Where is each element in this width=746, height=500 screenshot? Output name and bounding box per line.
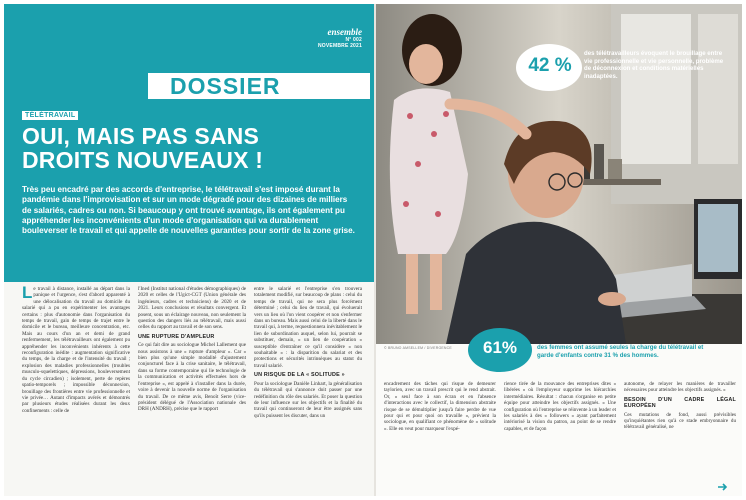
body-paragraph: Ces mutations de fond, aussi prévisibles qu'inquiétantes rien qu'à ce stade embryonnaire du télétravail généralisé, ne — [624, 411, 736, 431]
subheading: UN RISQUE DE LA « SOLITUDE » — [254, 372, 345, 379]
body-column-6 — [624, 381, 736, 487]
brand-name: ensemble — [327, 27, 362, 37]
stat-caption: des femmes ont assumé seules la charge du télétravail et garde d'enfants contre 31 % des hommes. — [537, 344, 704, 359]
section-title: DOSSIER — [170, 73, 281, 99]
headline — [22, 124, 362, 172]
headline-line-1: OUI, MAIS PAS SANS — [22, 123, 260, 149]
photo-credit: © BRUNO AMSELLEM / DIVERGENCE — [384, 346, 452, 350]
body-column-4 — [384, 381, 496, 487]
kicker-label: TÉLÉTRAVAIL — [22, 111, 78, 120]
body-paragraph: autonome, de relayer les manières de travailler nécessaires pour atteindre les objectifs assignés. » — [624, 381, 736, 394]
stat-caption: des télétravailleurs évoquent le brouillage entre vie professionnelle et vie personnelle, problème de déconnexion et conditions matérielles inadaptées. — [584, 50, 724, 80]
subheading: BESOIN D'UN CADRE LÉGAL EUROPÉEN — [624, 396, 736, 410]
body-column-1 — [22, 286, 130, 486]
body-paragraph: Ce qui fait dire au sociologue Michel Lallement que nous assistons à une « rupture d'ampleur ». Car « bien plus qu'une simple modalité d'ajustement conjoncturel face à la crise sanitaire, le télétravail, dans sa forme contemporaine qui lie technologie de la communication et activités effectuées hors de l'entreprise », est appelé à s'installer dans la durée, voire à devenir la nouvelle norme de l'organisation du travail. De ce même avis, Benoît Serre (vice-président délégué de l'Association nationale des DRH (ANDRH), précise que le rapport — [138, 342, 246, 413]
body-paragraph: entre le salarié et l'entreprise s'en trouvera totalement modifié, sur beaucoup de plans : celui du temps de travail, qui ne sera plus forcément déterminé ; celui du lieu de travail, qui évoluerait vers un lieu où l'on vient coopérer et non s'enfermer dans un bureau. Mais aussi celui de la liberté dans le travail qui, à terme, requestionnera inévitablement le lien de subordination auquel, selon lui, pourrait se substituer, demain, « un lien de coopération » susceptible d'entraîner ce qu'il considère « non souhaitable » : la disparition du salariat et des protections et sécurités intrinsèques au statut du travail salarié. — [254, 286, 362, 369]
body-column-5 — [504, 381, 616, 487]
issue-date: NOVEMBRE 2021 — [317, 43, 362, 49]
brand-tag — [318, 27, 362, 49]
subheading: UNE RUPTURE D'AMPLEUR — [138, 333, 215, 340]
standfirst: Très peu encadré par des accords d'entreprise, le télétravail s'est imposé durant la pandémie dans l'improvisation et sur un mode dégradé pour des dizaines de milliers de salariés, cadres ou non. Si beaucoup y ont trouvé avantage, ils ont également pu appréhender les inconvénients d'un mode d'organisation qui va durablement bouleverser le travail et qui appelle de nouvelles garanties pour sortir de la zone grise. — [22, 185, 355, 236]
body-paragraph: rience tirée de la mouvance des entreprises dites « libérées » où l'employeur supprime les hiérarchies intermédiaires. Résultat : chacun s'organise en petite équipe pour atteindre les objectifs assignés. « Une configuration où l'entreprise se réinvente à un leader et les salariés à des « followers » ayant parfaitement intériorisé la vision du patron, au point de se rendre capables, et de façon — [504, 381, 616, 432]
body-paragraph: Pour la sociologue Danièle Linhart, la généralisation du télétravail qui s'annonce doit passer par une redéfinition du rôle des salariés. Et poser la question de leur influence sur les objectifs et la finalité du travail qui continueront de leur être assignés sans qu'ils puissent les discuter, dans un — [254, 380, 362, 419]
stat-value: 42 % — [528, 55, 572, 76]
headline-line-2: DROITS NOUVEAUX ! — [22, 147, 264, 173]
issue-number: N° 002 — [345, 37, 362, 43]
body-columns-left — [22, 286, 362, 486]
stat-value: 61% — [482, 338, 518, 357]
body-paragraph: encadrement des tâches qui risque de demeurer taylorien, avec un travail prescrit qui le rend abstrait. Or, « seul face à son écran et en l'absence d'interactions avec le collectif, la dimension abstraite risque de se démultiplier jusqu'à faire perdre de vue pour qui et pour quoi on travaille », prévient la sociologue, en qualifiant ce phénomène de « solitude ». Elle en veut pour marqueur l'expé- — [384, 381, 496, 432]
body-column-3 — [254, 286, 362, 486]
body-column-2 — [138, 286, 246, 486]
arrow-right-icon — [718, 483, 728, 491]
body-columns-right — [384, 381, 736, 487]
drop-cap: L — [22, 286, 33, 302]
body-paragraph: l'Ined (Institut national d'études démographiques) de 2020 et celles de l'Ugict-CGT (Union générale des ingénieurs, cadres et techniciens) de 2020 et de 2021. Leurs conclusions et résultats convergent. Et posent, sous un éclairage nouveau, non seulement la question des dangers liés au télétravail, mais aussi celles du rapport au travail et de son sens. — [138, 286, 246, 331]
body-paragraph: e travail à distance, installé au départ dans la panique et l'urgence, s'est d'abord apparenté à une délocalisation du travail au domicile du salarié qui a pu en expérimenter les avantages certains : plus d'autonomie dans l'organisation du temps de travail, gain de temps de trajet entre le domicile et le bureau, meilleure concentration, etc. Mais au cours d'un an et demi de grand renfermement, les télétravailleurs ont également pu appréhender les inconvénients inhérents à cette reconfiguration inédite : augmentation significative du temps, de la charge et de l'intensité du travail ; explosion des maladies professionnelles (troubles musculo-squelettiques, dépressions, bouleversement du cycle circadien) ; isolement, perte de repères spatio-temporels ; impossible déconnexion, brouillage des frontières entre vie professionnelle et vie privée… Autant d'impacts avérés et démontrés par plusieurs études réalisées durant les deux confinements : celle de — [22, 286, 130, 414]
